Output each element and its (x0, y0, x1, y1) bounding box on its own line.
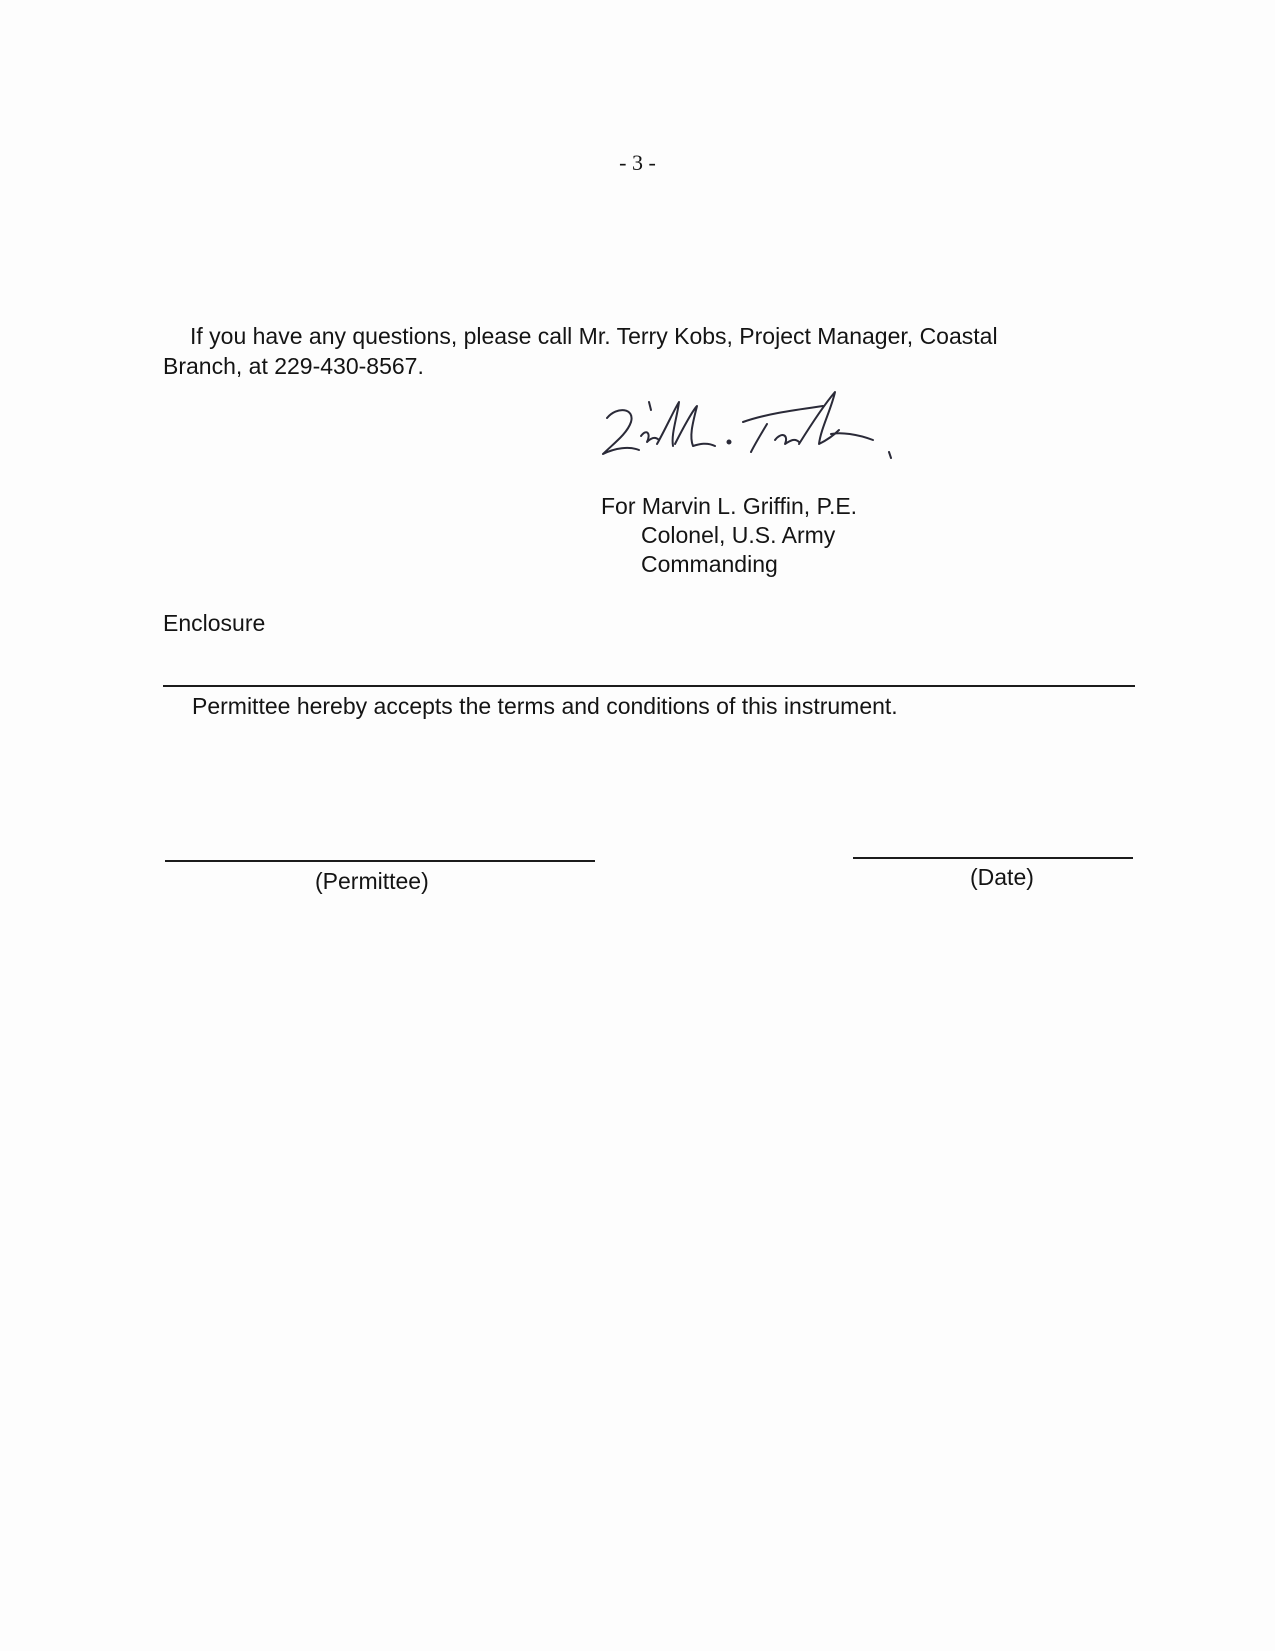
date-label: (Date) (970, 864, 1034, 890)
handwritten-signature (595, 388, 925, 476)
paragraph-line-1: If you have any questions, please call Mr. Terry Kobs, Project Manager, Coastal (190, 323, 998, 349)
signatory-name: For Marvin L. Griffin, P.E. (601, 493, 858, 519)
date-signature-line (853, 857, 1133, 859)
signatory-role: Commanding (641, 551, 778, 577)
paragraph-line-2: Branch, at 229-430-8567. (163, 353, 424, 379)
section-divider (163, 685, 1135, 687)
signatory-title: Colonel, U.S. Army (641, 522, 836, 548)
page-number: - 3 - (619, 150, 656, 175)
permittee-signature-line (165, 860, 595, 862)
enclosure-label: Enclosure (163, 610, 266, 636)
permittee-label: (Permittee) (315, 868, 429, 894)
acceptance-statement: Permittee hereby accepts the terms and conditions of this instrument. (192, 693, 898, 719)
